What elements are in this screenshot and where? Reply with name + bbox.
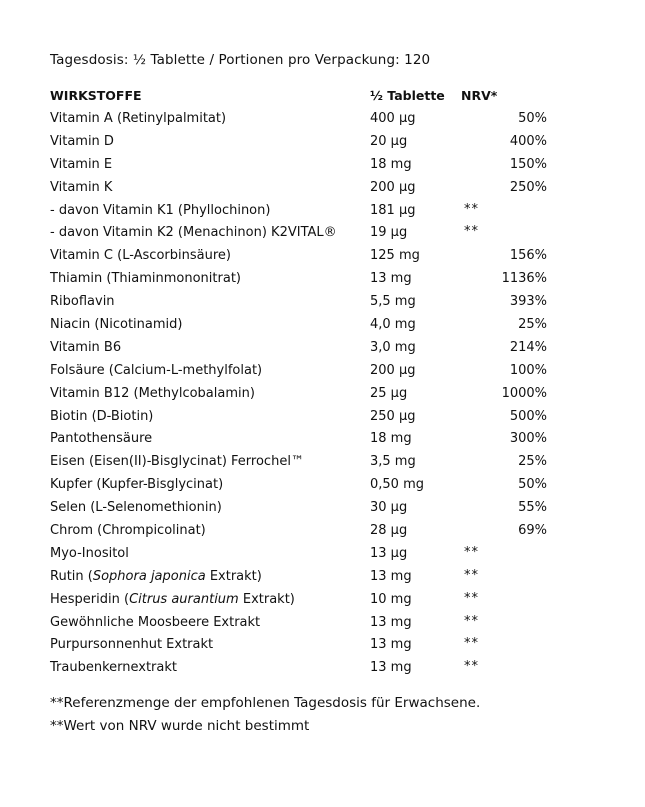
ingredient-nrv: 25% bbox=[518, 317, 547, 333]
ingredient-name: Gewöhnliche Moosbeere Extrakt bbox=[50, 614, 261, 630]
ingredient-dose: 19 µg bbox=[370, 225, 408, 241]
table-row bbox=[50, 474, 550, 497]
ingredient-nrv: 393% bbox=[509, 294, 547, 310]
table-row bbox=[50, 245, 550, 268]
ingredient-nrv: 100% bbox=[509, 362, 547, 378]
ingredient-name: Vitamin E bbox=[50, 156, 113, 172]
ingredient-name: Riboflavin bbox=[50, 294, 115, 310]
ingredient-name bbox=[50, 566, 262, 589]
ingredient-name: Vitamin B6 bbox=[50, 339, 122, 355]
ingredient-name: Myo-Inositol bbox=[50, 545, 129, 561]
column-header-dose: ½ Tablette bbox=[370, 88, 445, 103]
table-row bbox=[50, 657, 550, 680]
ingredient-name bbox=[50, 589, 295, 612]
footnotes bbox=[50, 692, 480, 738]
ingredient-name: Vitamin B12 (Methylcobalamin) bbox=[50, 385, 255, 401]
table-row bbox=[50, 131, 550, 154]
table-row bbox=[50, 406, 550, 429]
table-row bbox=[50, 337, 550, 360]
ingredient-nrv: 69% bbox=[518, 523, 547, 539]
table-row bbox=[50, 268, 550, 291]
table-row bbox=[50, 360, 550, 383]
ingredient-name: Vitamin A (Retinylpalmitat) bbox=[50, 111, 227, 126]
ingredient-nrv: 156% bbox=[509, 248, 547, 264]
table-row bbox=[50, 566, 550, 589]
ingredient-dose: 125 mg bbox=[370, 248, 420, 264]
ingredient-nrv-note: ** bbox=[464, 659, 479, 675]
table-row bbox=[50, 428, 550, 451]
ingredient-dose: 13 mg bbox=[370, 568, 412, 584]
ingredient-name-suffix: Extrakt) bbox=[205, 568, 262, 584]
ingredient-name-prefix: Hesperidin ( bbox=[50, 591, 130, 607]
ingredient-dose: 13 mg bbox=[370, 614, 412, 630]
ingredient-name-prefix: Rutin ( bbox=[50, 568, 93, 584]
ingredient-dose: 13 µg bbox=[370, 545, 408, 561]
ingredient-name: Kupfer (Kupfer-Bisglycinat) bbox=[50, 477, 224, 493]
ingredient-name: Niacin (Nicotinamid) bbox=[50, 317, 183, 333]
ingredient-nrv: 55% bbox=[518, 500, 547, 516]
ingredient-dose: 25 µg bbox=[370, 385, 408, 401]
table-header-row bbox=[50, 84, 550, 108]
ingredient-name: Vitamin D bbox=[50, 133, 114, 149]
ingredient-name: Biotin (D-Biotin) bbox=[50, 408, 154, 424]
table-row bbox=[50, 200, 550, 223]
ingredient-dose: 13 mg bbox=[370, 637, 412, 653]
table-row bbox=[50, 154, 550, 177]
column-header-ingredients: WIRKSTOFFE bbox=[50, 88, 142, 103]
ingredient-dose: 13 mg bbox=[370, 271, 412, 287]
ingredient-dose: 200 µg bbox=[370, 179, 416, 195]
ingredient-name: - davon Vitamin K1 (Phyllochinon) bbox=[50, 202, 271, 218]
ingredient-name: Folsäure (Calcium-L-methylfolat) bbox=[50, 362, 263, 378]
ingredient-dose: 3,5 mg bbox=[370, 454, 416, 470]
ingredient-dose: 30 µg bbox=[370, 500, 408, 516]
table-row bbox=[50, 383, 550, 406]
table-row bbox=[50, 543, 550, 566]
ingredient-nrv-note: ** bbox=[464, 224, 479, 240]
table-row bbox=[50, 612, 550, 635]
table-row bbox=[50, 222, 550, 245]
table-row bbox=[50, 177, 550, 200]
ingredient-nrv: 150% bbox=[509, 156, 547, 172]
table-row bbox=[50, 451, 550, 474]
ingredient-nrv: 50% bbox=[518, 111, 547, 126]
ingredient-nrv-note: ** bbox=[464, 567, 479, 583]
ingredient-dose: 5,5 mg bbox=[370, 294, 416, 310]
ingredient-name-latin: Sophora japonica bbox=[92, 568, 206, 584]
ingredient-name: Thiamin (Thiaminmononitrat) bbox=[50, 271, 241, 287]
ingredient-name-suffix: Extrakt) bbox=[238, 591, 295, 607]
ingredient-dose: 18 mg bbox=[370, 431, 412, 447]
ingredients-table bbox=[50, 84, 550, 680]
ingredient-nrv: 214% bbox=[509, 339, 547, 355]
ingredient-name: Vitamin C (L-Ascorbinsäure) bbox=[50, 248, 231, 264]
ingredient-name: Traubenkernextrakt bbox=[50, 660, 177, 676]
ingredient-name: Vitamin K bbox=[50, 179, 113, 195]
ingredient-dose: 181 µg bbox=[370, 202, 416, 218]
ingredient-nrv-note: ** bbox=[464, 201, 479, 217]
ingredient-nrv-note: ** bbox=[464, 590, 479, 606]
ingredient-name: Eisen (Eisen(II)-Bisglycinat) Ferrochel™ bbox=[50, 454, 304, 470]
dosage-line: Tagesdosis: ½ Tablette / Portionen pro Verpackung: 120 bbox=[50, 52, 431, 68]
ingredient-dose: 0,50 mg bbox=[370, 477, 424, 493]
ingredient-nrv: 50% bbox=[518, 477, 547, 493]
table-row bbox=[50, 634, 550, 657]
ingredient-dose: 3,0 mg bbox=[370, 339, 416, 355]
table-row bbox=[50, 291, 550, 314]
ingredient-nrv-note: ** bbox=[464, 613, 479, 629]
ingredient-name: Selen (L-Selenomethionin) bbox=[50, 500, 222, 516]
ingredient-nrv-note: ** bbox=[464, 544, 479, 560]
ingredient-dose: 400 µg bbox=[370, 111, 416, 126]
ingredient-name: Pantothensäure bbox=[50, 431, 153, 447]
ingredient-name-latin: Citrus aurantium bbox=[129, 591, 239, 607]
ingredient-nrv-note: ** bbox=[464, 636, 479, 652]
ingredient-name: Chrom (Chrompicolinat) bbox=[50, 523, 206, 539]
ingredient-nrv: 25% bbox=[518, 454, 547, 470]
ingredient-nrv: 250% bbox=[509, 179, 547, 195]
table-row bbox=[50, 520, 550, 543]
ingredient-dose: 20 µg bbox=[370, 133, 408, 149]
ingredient-dose: 10 mg bbox=[370, 591, 412, 607]
ingredient-dose: 200 µg bbox=[370, 362, 416, 378]
ingredient-nrv: 1136% bbox=[501, 271, 547, 287]
ingredient-nrv: 300% bbox=[509, 431, 547, 447]
ingredient-name: - davon Vitamin K2 (Menachinon) K2VITAL® bbox=[50, 225, 337, 241]
ingredient-name: Purpursonnenhut Extrakt bbox=[50, 637, 214, 653]
footnote-reference-amount: **Referenzmenge der empfohlenen Tagesdosis für Erwachsene. bbox=[50, 695, 481, 711]
table-row bbox=[50, 314, 550, 337]
table-row bbox=[50, 497, 550, 520]
ingredient-nrv: 1000% bbox=[501, 385, 547, 401]
ingredient-dose: 250 µg bbox=[370, 408, 416, 424]
ingredient-nrv: 500% bbox=[509, 408, 547, 424]
ingredient-dose: 28 µg bbox=[370, 523, 408, 539]
column-header-nrv: NRV* bbox=[461, 88, 498, 103]
footnote-nrv-undetermined: **Wert von NRV wurde nicht bestimmt bbox=[50, 718, 310, 734]
table-row bbox=[50, 589, 550, 612]
ingredient-dose: 4,0 mg bbox=[370, 317, 416, 333]
ingredient-nrv: 400% bbox=[509, 133, 547, 149]
table-row bbox=[50, 108, 550, 131]
ingredient-dose: 13 mg bbox=[370, 660, 412, 676]
ingredient-dose: 18 mg bbox=[370, 156, 412, 172]
